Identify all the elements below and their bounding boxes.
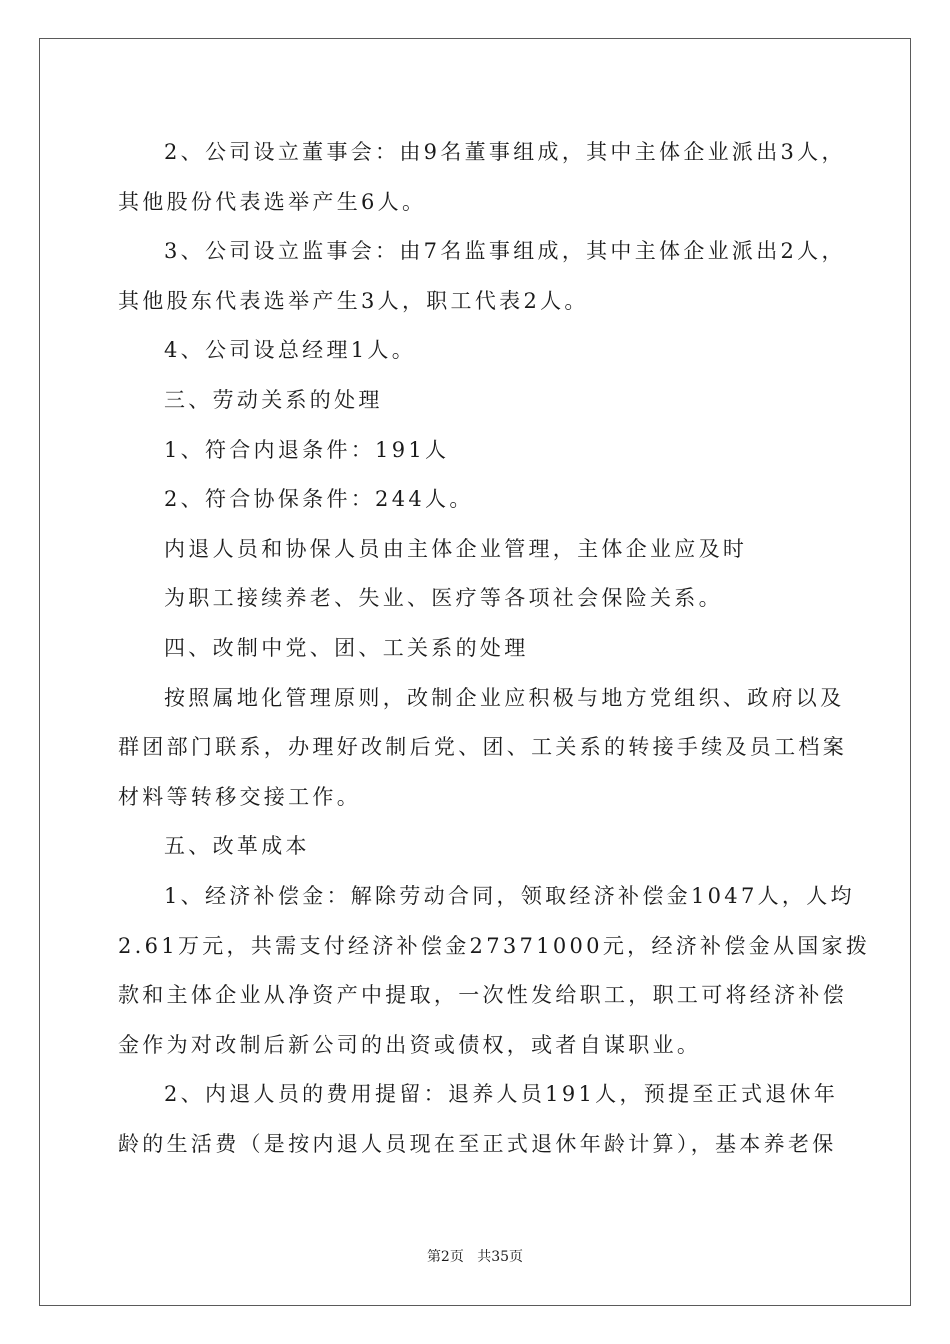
paragraph bbox=[118, 674, 850, 823]
text-line: 2、符合协保条件：244人。 bbox=[164, 487, 474, 512]
text-line: 4、公司设总经理1人。 bbox=[164, 338, 417, 363]
paragraph bbox=[118, 872, 871, 1070]
paragraph bbox=[118, 227, 850, 326]
text-line: 为职工接续养老、失业、医疗等各项社会保险关系。 bbox=[164, 586, 723, 611]
text-line: 2.61万元，共需支付经济补偿金27371000元，经济补偿金从国家拨 bbox=[118, 933, 871, 958]
text-line: 2、内退人员的费用提留：退养人员191人，预提至正式退休年 bbox=[164, 1082, 839, 1107]
text-line: 群团部门联系，办理好改制后党、团、工关系的转接手续及员工档案 bbox=[118, 735, 847, 760]
text-line: 其他股东代表选举产生3人，职工代表2人。 bbox=[118, 288, 589, 313]
paragraph bbox=[118, 574, 850, 624]
text-line: 五、改革成本 bbox=[164, 834, 310, 859]
section-heading bbox=[118, 822, 850, 872]
text-line: 金作为对改制后新公司的出资或债权，或者自谋职业。 bbox=[118, 1032, 702, 1057]
paragraph bbox=[118, 426, 850, 476]
text-line: 其他股份代表选举产生6人。 bbox=[118, 189, 427, 214]
page-total: 共35页 bbox=[477, 1249, 524, 1265]
text-line: 四、改制中党、团、工关系的处理 bbox=[164, 635, 529, 660]
page-footer bbox=[0, 1246, 950, 1266]
document-body bbox=[118, 128, 871, 1169]
text-line: 龄的生活费（是按内退人员现在至正式退休年龄计算），基本养老保 bbox=[118, 1131, 837, 1156]
text-line: 1、符合内退条件：191人 bbox=[164, 437, 450, 462]
text-line: 内退人员和协保人员由主体企业管理，主体企业应及时 bbox=[164, 536, 748, 561]
text-line: 2、公司设立董事会：由9名董事组成，其中主体企业派出3人， bbox=[164, 140, 846, 164]
text-line: 按照属地化管理原则，改制企业应积极与地方党组织、政府以及 bbox=[164, 685, 845, 710]
section-heading bbox=[118, 624, 850, 674]
section-heading bbox=[118, 376, 850, 426]
text-line: 款和主体企业从净资产中提取，一次性发给职工，职工可将经济补偿 bbox=[118, 983, 847, 1008]
text-line: 三、劳动关系的处理 bbox=[164, 387, 383, 412]
paragraph bbox=[118, 326, 850, 376]
paragraph bbox=[118, 128, 850, 227]
paragraph bbox=[118, 475, 850, 525]
page-number: 第2页 bbox=[426, 1249, 464, 1265]
footer-separator bbox=[464, 1249, 477, 1265]
paragraph bbox=[118, 1070, 850, 1169]
text-line: 材料等转移交接工作。 bbox=[118, 784, 361, 809]
text-line: 3、公司设立监事会：由7名监事组成，其中主体企业派出2人， bbox=[164, 239, 846, 264]
paragraph bbox=[118, 525, 850, 575]
text-line: 1、经济补偿金：解除劳动合同，领取经济补偿金1047人，人均 bbox=[164, 883, 855, 908]
